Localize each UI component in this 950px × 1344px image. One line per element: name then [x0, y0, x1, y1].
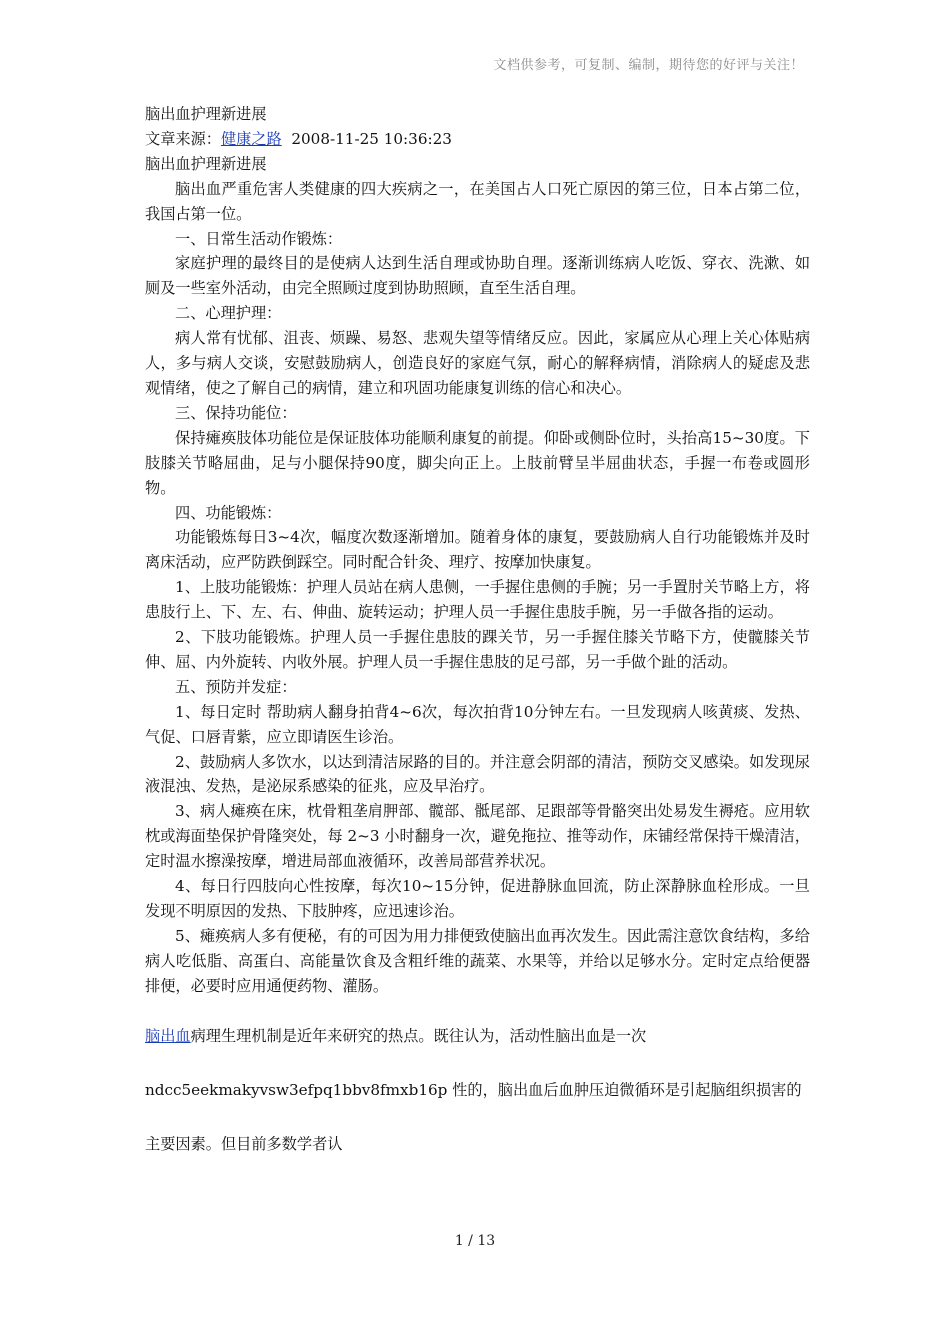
- tail-text: [145, 1023, 810, 1158]
- section-paragraph: 家庭护理的最终目的是使病人达到生活自理或协助自理。逐渐训练病人吃饭、穿衣、洗漱、如厕及一些室外活动，由完全照顾过度到协助照顾，直至生活自理。: [145, 254, 810, 298]
- section-paragraph: 保持瘫痪肢体功能位是保证肢体功能顺利康复的前提。仰卧或侧卧位时，头抬高15~30度。下肢膝关节略屈曲，足与小腿保持90度，脚尖向正上。上肢前臂呈半屈曲状态，手握一布卷或圆形物。: [145, 428, 810, 497]
- section-paragraph: 功能锻炼每日3~4次，幅度次数逐渐增加。随着身体的康复，要鼓励病人自行功能锻炼并及时离床活动，应严防跌倒踩空。同时配合针灸、理疗、按摩加快康复。: [145, 528, 810, 572]
- header-note: 文档供参考，可复制、编制，期待您的好评与关注！: [493, 58, 804, 73]
- intro-paragraph: 脑出血严重危害人类健康的四大疾病之一，在美国占人口死亡原因的第三位，日本占第二位，我国占第一位。: [145, 179, 810, 223]
- section-paragraph: 5、瘫痪病人多有便秘，有的可因为用力排便致使脑出血再次发生。因此需注意饮食结构，多给病人吃低脂、高蛋白、高能量饮食及含粗纤维的蔬菜、水果等，并给以足够水分。定时定点给便器排便，必要时应用通便药物、灌肠。: [145, 926, 810, 995]
- document-body: [145, 102, 810, 1185]
- tail-line-1-text: 病理生理机制是近年来研究的热点。既往认为，活动性脑出血是一次: [190, 1026, 647, 1045]
- section-paragraph: 2、下肢功能锻炼。护理人员一手握住患肢的踝关节，另一手握住膝关节略下方，使髋膝关节伸、屈、内外旋转、内收外展。护理人员一手握住患肢的足弓部，另一手做个趾的活动。: [145, 628, 810, 671]
- article-source: [145, 127, 810, 152]
- section-heading: 三、保持功能位：: [175, 403, 297, 422]
- page-number: 1 / 13: [454, 1233, 496, 1249]
- brain-hemorrhage-link[interactable]: 脑出血: [145, 1026, 191, 1045]
- source-link[interactable]: 健康之路: [220, 129, 282, 148]
- section-heading: 五、预防并发症：: [175, 677, 297, 696]
- section-paragraph: 3、病人瘫痪在床，枕骨粗垄肩胛部、髋部、骶尾部、足跟部等骨骼突出处易发生褥疮。应用软枕或海面垫保护骨隆突处，每 2~3 小时翻身一次，避免拖拉、推等动作，床铺经常保持干燥清洁，定时温水擦澡按摩，增进局部血液循环，改善局部营养状况。: [145, 802, 810, 871]
- section-heading: 二、心理护理：: [175, 304, 282, 323]
- tail-line-1: [145, 1023, 810, 1050]
- section-paragraph: 病人常有忧郁、沮丧、烦躁、易怒、悲观失望等情绪反应。因此，家属应从心理上关心体贴病人，多与病人交谈，安慰鼓励病人，创造良好的家庭气氛，耐心的解释病情，消除病人的疑虑及悲观情绪，使之了解自己的病情，建立和巩固功能康复训练的信心和决心。: [145, 329, 810, 397]
- section-heading: 四、功能锻炼：: [175, 503, 282, 522]
- section-heading: 一、日常生活动作锻炼：: [175, 229, 343, 248]
- tail-line-3: 主要因素。但目前多数学者认: [145, 1134, 343, 1153]
- section-paragraph: 1、每日定时 帮助病人翻身拍背4~6次，每次拍背10分钟左右。一旦发现病人咳黄痰、发热、气促、口唇青紫，应立即请医生诊治。: [145, 702, 810, 746]
- source-label: 文章来源：: [145, 129, 221, 148]
- section-paragraph: 4、每日行四肢向心性按摩，每次10~15分钟，促进静脉血回流，防止深静脉血栓形成。一旦发现不明原因的发热、下肢肿疼，应迅速诊治。: [145, 877, 810, 920]
- tail-line-2: ndcc5eekmakyvsw3efpq1bbv8fmxb16p 性的，脑出血后血肿压迫微循环是引起脑组织损害的: [145, 1080, 802, 1099]
- document-title: 脑出血护理新进展: [145, 105, 267, 123]
- section-paragraph: 1、上肢功能锻炼：护理人员站在病人患侧，一手握住患侧的手腕；另一手置肘关节略上方，将患肢行上、下、左、右、伸曲、旋转运动；护理人员一手握住患肢手腕，另一手做各指的运动。: [145, 578, 810, 622]
- source-datetime: 2008-11-25 10:36:23: [291, 129, 452, 148]
- document-subtitle: 脑出血护理新进展: [145, 154, 267, 173]
- section-paragraph: 2、鼓励病人多饮水，以达到清洁尿路的目的。并注意会阴部的清洁，预防交叉感染。如发现尿液混浊、发热，是泌尿系感染的征兆，应及早治疗。: [145, 752, 810, 796]
